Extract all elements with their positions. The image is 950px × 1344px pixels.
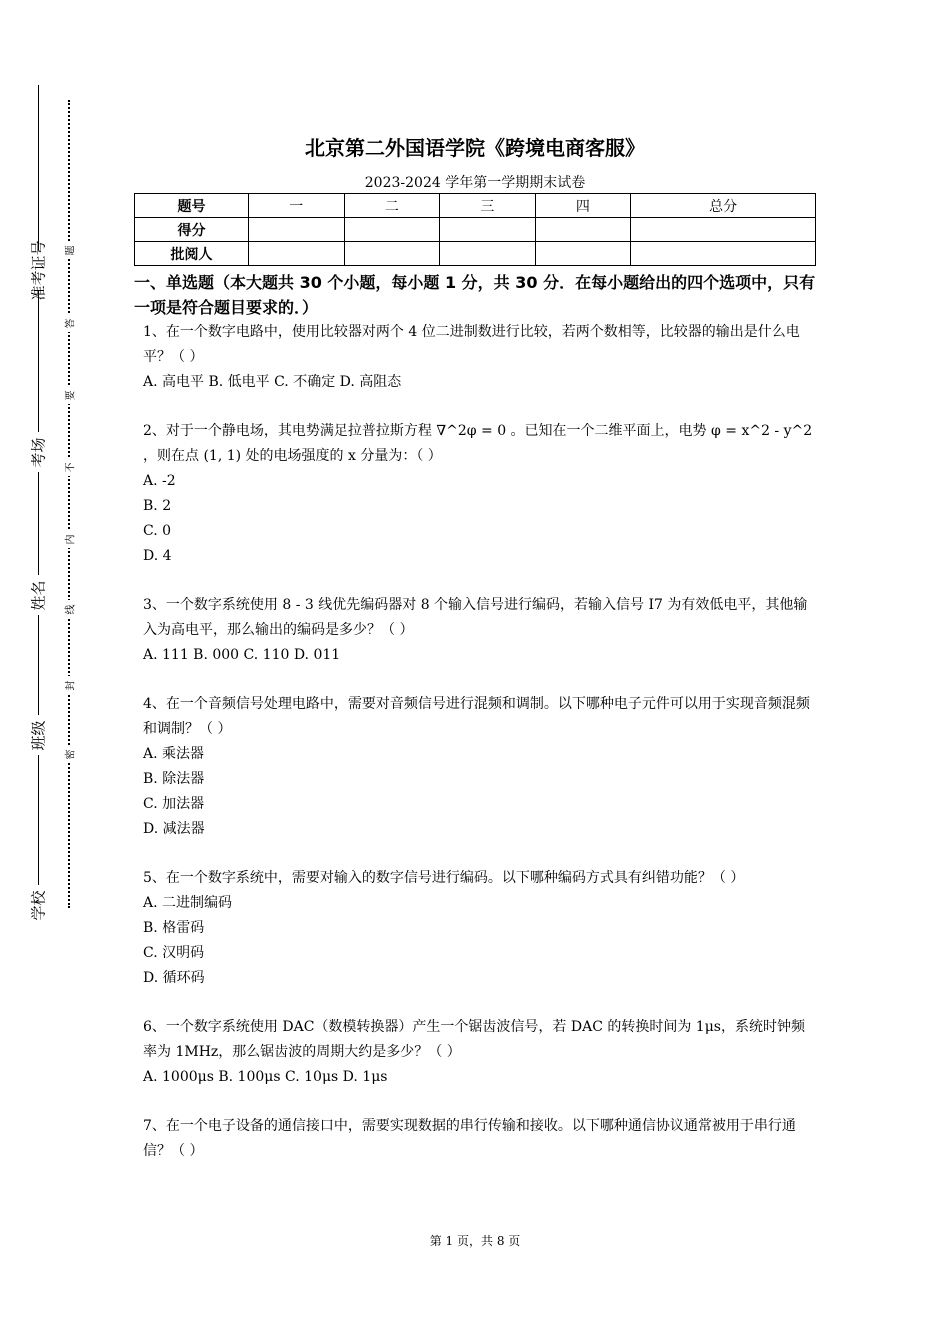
option: D. 循环码 <box>143 970 205 986</box>
question <box>143 866 818 991</box>
option: D. 4 <box>143 548 172 564</box>
option: B. 格雷码 <box>143 920 205 936</box>
binding-dotted-line <box>68 100 70 908</box>
row-label: 得分 <box>135 218 249 242</box>
exam-subtitle: 2023-2024 学年第一学期期末试卷 <box>364 175 586 191</box>
option-line: A. 1000μs B. 100μs C. 10μs D. 1μs <box>143 1069 388 1085</box>
binding-margin <box>0 0 110 1344</box>
field-exam-number: 准考证号 <box>18 250 58 290</box>
question <box>143 1015 818 1090</box>
field-class: 班级 <box>18 715 58 755</box>
option: B. 2 <box>143 498 172 514</box>
option: B. 除法器 <box>143 771 205 787</box>
score-table <box>134 193 816 266</box>
seal-char: 线 <box>60 600 78 618</box>
binding-solid-line <box>38 85 39 920</box>
seal-char: 答 <box>60 314 78 332</box>
score-table-header-row <box>135 194 816 218</box>
question <box>143 692 818 842</box>
exam-content <box>134 270 818 1164</box>
seal-char: 要 <box>60 386 78 404</box>
option: A. 乘法器 <box>143 746 205 762</box>
grader-row <box>135 242 816 266</box>
question-stem: 4、在一个音频信号处理电路中，需要对音频信号进行混频和调制。以下哪种电子元件可以用于实现音频混频和调制？（ ） <box>143 696 810 737</box>
section-heading: 一、单选题（本大题共 30 个小题，每小题 1 分，共 30 分．在每小题给出的四个选项中，只有一项是符合题目要求的．） <box>134 273 816 317</box>
option: C. 汉明码 <box>143 945 205 961</box>
question-stem: 6、一个数字系统使用 DAC（数模转换器）产生一个锯齿波信号，若 DAC 的转换时间为 1μs，系统时钟频率为 1MHz，那么锯齿波的周期大约是多少？（ ） <box>143 1019 805 1060</box>
grader-cell[interactable] <box>344 242 440 266</box>
question <box>143 419 818 569</box>
question-stem: 1、在一个数字电路中，使用比较器对两个 4 位二进制数进行比较，若两个数相等，比较器的输出是什么电平？（ ） <box>143 324 800 365</box>
score-row <box>135 218 816 242</box>
question <box>143 593 818 668</box>
seal-char: 内 <box>60 530 78 548</box>
seal-char: 不 <box>60 458 78 476</box>
grader-cell[interactable] <box>535 242 631 266</box>
question <box>143 320 818 395</box>
col-header: 二 <box>344 194 440 218</box>
seal-char: 密 <box>60 745 78 763</box>
field-school: 学校 <box>18 885 58 925</box>
seal-char: 封 <box>60 676 78 694</box>
grader-cell[interactable] <box>631 242 816 266</box>
score-cell[interactable] <box>631 218 816 242</box>
field-exam-room: 考场 <box>18 432 58 472</box>
score-cell[interactable] <box>535 218 631 242</box>
field-name: 姓名 <box>18 575 58 615</box>
score-cell[interactable] <box>344 218 440 242</box>
score-cell[interactable] <box>249 218 345 242</box>
col-header: 题号 <box>135 194 249 218</box>
option-line: A. 高电平 B. 低电平 C. 不确定 D. 高阻态 <box>143 374 402 390</box>
option: A. -2 <box>143 473 176 489</box>
col-header: 一 <box>249 194 345 218</box>
seal-char: 题 <box>60 241 78 259</box>
col-header: 四 <box>535 194 631 218</box>
option: C. 0 <box>143 523 172 539</box>
col-header: 总分 <box>631 194 816 218</box>
option: A. 二进制编码 <box>143 895 233 911</box>
question-stem: 2、对于一个静电场，其电势满足拉普拉斯方程 ∇^2φ = 0 。已知在一个二维平面上，电势 φ = x^2 - y^2 ，则在点 (1, 1) 处的电场强度的 x 分量为：（ ） <box>143 423 813 464</box>
option: D. 减法器 <box>143 821 205 837</box>
question <box>143 1114 818 1164</box>
page-footer: 第 1 页，共 8 页 <box>429 1234 521 1248</box>
grader-cell[interactable] <box>249 242 345 266</box>
exam-title: 北京第二外国语学院《跨境电商客服》 <box>305 136 645 160</box>
col-header: 三 <box>440 194 536 218</box>
question-stem: 3、一个数字系统使用 8 - 3 线优先编码器对 8 个输入信号进行编码，若输入信号 I7 为有效低电平，其他输入为高电平，那么输出的编码是多少？（ ） <box>143 597 808 638</box>
question-stem: 5、在一个数字系统中，需要对输入的数字信号进行编码。以下哪种编码方式具有纠错功能？（ ） <box>143 870 745 886</box>
option-line: A. 111 B. 000 C. 110 D. 011 <box>143 647 341 663</box>
grader-cell[interactable] <box>440 242 536 266</box>
row-label: 批阅人 <box>135 242 249 266</box>
question-stem: 7、在一个电子设备的通信接口中，需要实现数据的串行传输和接收。以下哪种通信协议通常被用于串行通信？（ ） <box>143 1118 796 1159</box>
option: C. 加法器 <box>143 796 205 812</box>
score-cell[interactable] <box>440 218 536 242</box>
